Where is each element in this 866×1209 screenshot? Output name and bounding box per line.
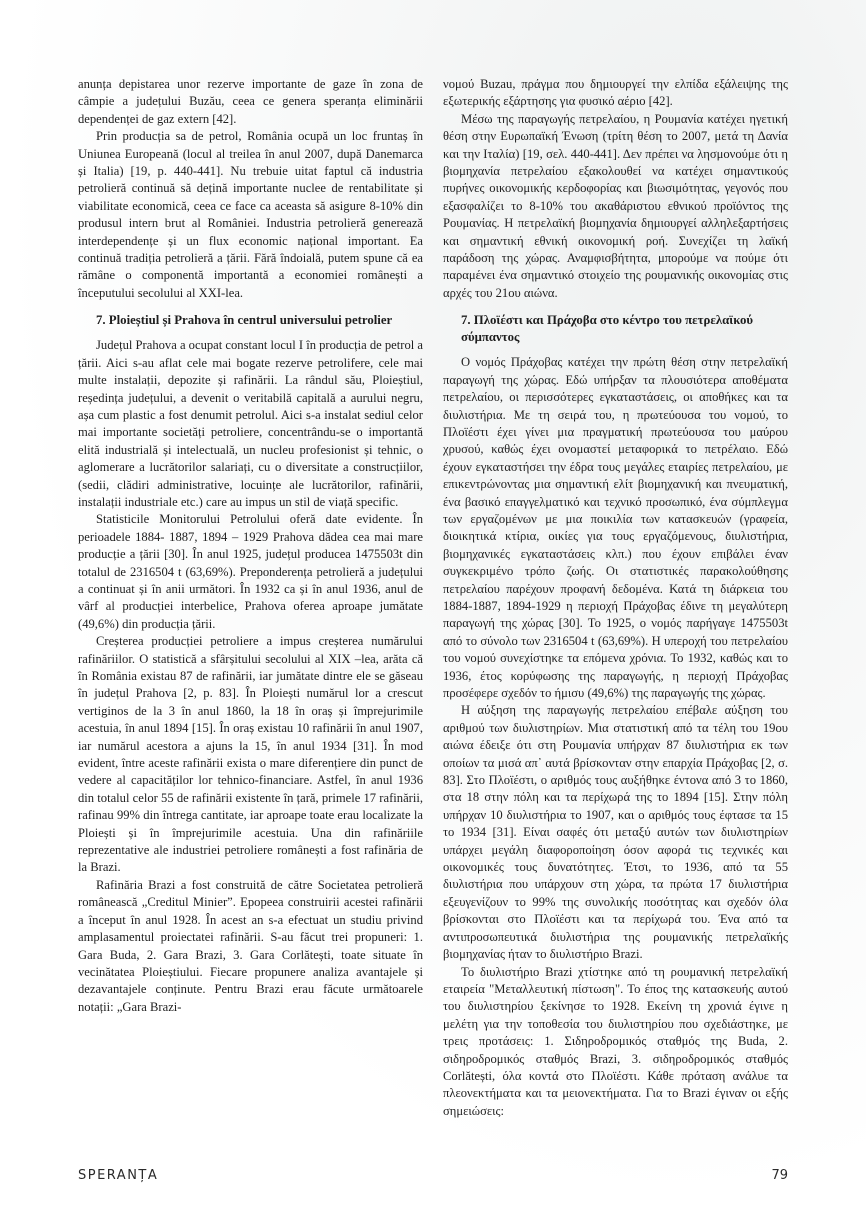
paragraph: νομού Buzau, πράγμα που δημιουργεί την ελπίδα εξάλειψης της εξωτερικής εξάρτησης για φυσικό αέριο [42].: [443, 77, 788, 109]
paragraph: Μέσω της παραγωγής πετρελαίου, η Ρουμανία κατέχει ηγετική θέση στην Ευρωπαϊκή Ένωση (τρίτη θέση το 2007, μετά τη Δανία και την Ιταλία) [19, σελ. 440-441]. Δεν πρέπει να λησμονούμε ότι η βιομηχανία πετρελαίου εξακολουθεί να κατέχει σημαντικούς πυρήνες οικονομικής κερδοφορίας και βιωσιμότητας, γεγονός που εξασφαλίζει το 8-10% του ακαθάριστου εθνικού προϊόντος της Ρουμανίας. Η πετρελαϊκή βιομηχανία δημιουργεί αλληλεξαρτήσεις και σημαντική εθνική οικονομική ροή. Συνεχίζει τη λαϊκή παράδοση της χώρας. Αναμφισβήτητα, μπορούμε να πούμε ότι παραμένει ένα σημαντικό στοιχείο της ρουμανικής οικονομίας στις αρχές του 21ου αιώνα.: [443, 111, 788, 300]
page-number: 79: [771, 1168, 788, 1183]
paragraph: anunța depistarea unor rezerve importante de gaze în zona de câmpie a județului Buzău, ceea ce genera speranța eliminării dependenței de gaz extern [42].: [78, 77, 423, 126]
journal-title: SPERANȚA: [78, 1168, 159, 1183]
paragraph: Statisticile Monitorului Petrolului oferă date evidente. În perioadele 1884- 1887, 1894 – 1929 Prahova dădea cea mai mare producție a țării [30]. În anul 1925, județul producea 1475503t din totalul de 2316504 t (63,69%). Preponderența petrolieră a județului a continuat și în anii următori. În 1932 ca și în anul 1936, anul de vârf al producției interbelice, Prahova oferea aproape jumătate (49,6%) din producția țării.: [78, 512, 423, 631]
page-footer: [78, 1168, 788, 1188]
section-heading: 7. Πλοϊέστι και Πράχοβα στο κέντρο του πετρελαϊκού σύμπαντος: [461, 313, 754, 345]
paragraph: Creșterea producției petroliere a impus creșterea numărului rafinăriilor. O statistică a sfârșitului secolului al XIX –lea, arăta că în România existau 87 de rafinării, iar jumătate dintre ele se găseau în județul Prahova [2, p. 83]. În Ploiești numărul lor a crescut vertiginos de la 3 în anul 1860, la 18 în oraș și împrejurimile acestuia, în anul 1894 [15]. În oraș existau 10 rafinării în anul 1907, iar numărul acestora a ajuns la 15, în anul 1934 [31]. În mod evident, între aceste rafinării exista o mare diferențiere din punct de vedere al capacităților lor tehnico-financiare. Astfel, în anul 1936 din totalul celor 55 de rafinării existente în țară, primele 17 rafinării, rafinau 99% din întrega cantitate, iar aproape toate erau localizate la Ploiești și în împrejurimile acestuia. Una din rafinăriile reprezentative ale industriei petroliere românești a fost rafinăria de la Brazi.: [78, 634, 423, 875]
paragraph: Rafinăria Brazi a fost construită de către Societatea petrolieră românească „Creditul Minier”. Epopeea construirii acestei rafinării a început în anul 1928. În acest an s-a efectuat un studiu privind amplasamentul proiectatei rafinării. S-au făcut trei propuneri: 1. Gara Buda, 2. Gara Brazi, 3. Gara Corlătești, toate situate în vecinătatea Ploieștiului. Fiecare propunere analiza avantajele și dezavantajele conținute. Pentru Brazi erau făcute următoarele notații: „Gara Brazi-: [78, 877, 423, 1014]
left-column-romanian: [78, 76, 423, 1016]
paragraph: Ο νομός Πράχοβας κατέχει την πρώτη θέση στην πετρελαϊκή παραγωγή της χώρας. Εδώ υπήρξαν τα πλουσιότερα αποθέματα πετρελαίου, οι περισσότερες εγκαταστάσεις, οι αποθήκες και τα διυλιστήρια. Με τη σειρά του, η πρωτεύουσα του νομού, το Πλοϊέστι έχει γίνει μια πραγματική πρωτεύουσα του μαύρου χρυσού, καθώς έχει ονομαστεί μεταφορικά το πετρέλαιο. Εδώ έχουν εγκαταστήσει την έδρα τους μεγάλες εταιρίες πετρελαίου, με επικεντρώνοντας μια σημαντική ελίτ βιομηχανική και πνευματική, ένα βασικό επαγγελματικό και τεχνικό προσωπικό, ένα σύμπλεγμα των εργαζομένων με μια ποικιλία των κατασκευών (γραφεία, διοικητικά κτίρια, οικίες για τους εργαζόμενους, διυλιστήρια, βιομηχανικές εγκαταστάσεις κλπ.) που έχουν επιβάλει έναν συγκεκριμένο τρόπο ζωής. Οι στατιστικές παρακολούθησης πετρελαίου παρέχουν προφανή δεδομένα. Κατά τη διάρκεια του 1884-1887, 1894-1929 η περιοχή Πράχοβας έδινε τη μεγαλύτερη παραγωγή της χώρας [30]. Το 1925, ο νομός παρήγαγε 1475503t από το σύνολο των 2316504 t (63,69%). Η υπεροχή του πετρελαίου του νομού συνεχίστηκε τα επόμενα χρόνια. Το 1932, καθώς και το 1936, έτος κορύφωσης της παραγωγής, η περιοχή Πράχοβας προσέφερε σχεδόν το ήμισυ (49,6%) της παραγωγής της χώρας.: [443, 355, 788, 700]
paragraph: Județul Prahova a ocupat constant locul I în producția de petrol a țării. Aici s-au aflat cele mai bogate rezerve petrolifere, cele mai multe instalații, depozite și rafinării. La rândul său, Ploieștiul, reședința județului, a devenit o veritabilă capitală a aurului negru, așa cum plastic a fost denumit petrolul. Aici s-a instalat sediul celor mai importante societăți petroliere, concentrându-se o importantă elită industrială și intelectuală, un nucleu profesionist și tehnic, o aglomerare a lucrătorilor salariați, cu o diversitate a construcțiilor, (sedii, clădiri administrative, locuințe ale lucrătorilor, rafinării, instalații industriale etc.) care au impus un stil de viață specific.: [78, 338, 423, 509]
section-heading: 7. Ploieștiul și Prahova în centrul universului petrolier: [96, 313, 393, 328]
paragraph: Prin producția sa de petrol, România ocupă un loc fruntaș în Uniunea Europeană (locul al treilea în anul 2007, după Danemarca și Italia) [19, p. 440-441]. Nu trebuie uitat faptul că industria petrolieră continuă să dețină importante nuclee de rentabilitate și viabilitate economică, ceea ce face ca aceasta să asigure 8-10% din produsul intern brut al României. Industria petrolieră generează interdependențe și un flux economic național important. Ea continuă tradiția petrolieră a țării. Fără îndoială, putem spune că ea rămâne o componentă importantă a economiei românești a începutului secolului al XXI-lea.: [78, 129, 423, 300]
paragraph: Το διυλιστήριο Brazi χτίστηκε από τη ρουμανική πετρελαϊκή εταιρεία "Μεταλλευτική πίστωση". Το έπος της κατασκευής αυτού του διυλιστηρίου ξεκίνησε το 1928. Εκείνη τη χρονιά έγινε η μελέτη για την τοποθεσία του διυλιστηρίου που σχεδιάστηκε, με τρεις προτάσεις: 1. Σιδηροδρομικός σταθμός της Buda, 2. σιδηροδρομικός σταθμός Brazi, 3. σιδηροδρομικός σταθμός Corlătești, όλα κοντά στο Πλοϊέστι. Κάθε πρόταση ανάλυε τα πλεονεκτήματα και τα μειονεκτήματα. Για το Brazi έγιναν οι εξής σημειώσεις:: [443, 964, 788, 1118]
paragraph: Η αύξηση της παραγωγής πετρελαίου επέβαλε αύξηση του αριθμού των διυλιστηρίων. Μια στατιστική από τα τέλη του 19ου αιώνα έδειξε ότι στη Ρουμανία υπήρχαν 87 διυλιστήρια εκ των οποίων τα μισά απ᾽ αυτά βρίσκονταν στην επαρχία Πράχοβας [2, σ. 83]. Στο Πλοϊέστι, ο αριθμός τους αυξήθηκε έντονα από 3 το 1860, στα 18 στην πόλη και τα περίχωρά της το 1894 [15]. Στην πόλη υπήρχαν 10 διυλιστήρια το 1907, και ο αριθμός τους έφτασε τα 15 το 1934 [31]. Είναι σαφές ότι μεταξύ αυτών των διυλιστηρίων υπάρχει μεγάλη διαφοροποίηση όσον αφορά τις τεχνικές και οικονομικές τους δυνατότητες. Έτσι, το 1936, από τα 55 διυλιστήρια που υπάρχουν στη χώρα, τα πρώτα 17 διυλιστήρια εξευγενίζουν το 99% της συνολικής ποσότητας και σχεδόν όλα βρίσκονται στο Πλοϊέστι και τα περίχωρά του. Ένα από τα αντιπροσωπευτικά διυλιστήρια της ρουμανικής πετρελαϊκής βιομηχανίας ήταν το διυλιστήριο Brazi.: [443, 703, 788, 962]
right-column-greek: [443, 76, 788, 1120]
